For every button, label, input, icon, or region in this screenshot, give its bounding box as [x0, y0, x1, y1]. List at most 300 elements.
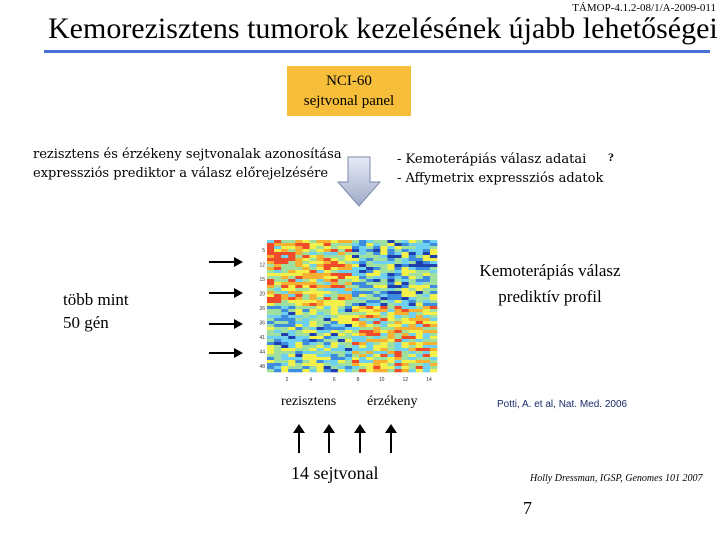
- heatmap-cell: [317, 339, 324, 342]
- heatmap-cell: [366, 243, 373, 246]
- heatmap-cell: [416, 261, 423, 264]
- heatmap-cell: [430, 324, 437, 327]
- heatmap-cell: [395, 306, 402, 309]
- heatmap-cell: [345, 279, 352, 282]
- heatmap-cell: [274, 345, 281, 348]
- heatmap-cell: [267, 336, 274, 339]
- heatmap-cell: [366, 309, 373, 312]
- heatmap-cell: [387, 354, 394, 357]
- page-number: 7: [523, 498, 532, 518]
- heatmap-cell: [416, 252, 423, 255]
- heatmap-cell: [395, 297, 402, 300]
- heatmap-cell: [331, 246, 338, 249]
- heatmap-cell: [352, 249, 359, 252]
- heatmap-cell: [295, 333, 302, 336]
- heatmap-cell: [423, 243, 430, 246]
- heatmap-cell: [267, 339, 274, 342]
- heatmap-cell: [310, 309, 317, 312]
- heatmap-cell: [317, 369, 324, 372]
- heatmap-cell: [295, 240, 302, 243]
- heatmap-cell: [409, 318, 416, 321]
- heatmap-cell: [345, 270, 352, 273]
- heatmap-cell: [430, 255, 437, 258]
- heatmap-cell: [373, 363, 380, 366]
- heatmap-cell: [352, 303, 359, 306]
- heatmap-cell: [324, 333, 331, 336]
- heatmap-cell: [352, 369, 359, 372]
- heatmap-cell: [423, 330, 430, 333]
- heatmap-cell: [387, 330, 394, 333]
- heatmap-cell: [338, 315, 345, 318]
- heatmap-cell: [359, 333, 366, 336]
- heatmap-cell: [352, 339, 359, 342]
- heatmap-cell: [295, 369, 302, 372]
- heatmap-cell: [288, 342, 295, 345]
- heatmap-cell: [409, 312, 416, 315]
- heatmap-cell: [416, 267, 423, 270]
- heatmap-cell: [395, 342, 402, 345]
- heatmap-cell: [366, 291, 373, 294]
- heatmap-cell: [352, 264, 359, 267]
- heatmap-cell: [359, 288, 366, 291]
- heatmap-cell: [409, 348, 416, 351]
- heatmap-cell: [288, 345, 295, 348]
- heatmap-cell: [359, 252, 366, 255]
- heatmap-cell: [416, 285, 423, 288]
- heatmap-cell: [423, 351, 430, 354]
- heatmap-cell: [352, 258, 359, 261]
- heatmap-cell: [373, 288, 380, 291]
- heatmap-cell: [373, 369, 380, 372]
- heatmap-cell: [281, 312, 288, 315]
- heatmap-cell: [359, 243, 366, 246]
- heatmap-cell: [288, 273, 295, 276]
- heatmap-cell: [281, 336, 288, 339]
- heatmap-cell: [267, 327, 274, 330]
- heatmap-cell: [288, 315, 295, 318]
- heatmap-cell: [310, 285, 317, 288]
- heatmap-cell: [416, 345, 423, 348]
- heatmap-cell: [295, 249, 302, 252]
- heatmap-cell: [366, 366, 373, 369]
- heatmap-cell: [366, 333, 373, 336]
- heatmap-cell: [267, 243, 274, 246]
- heatmap-cell: [310, 276, 317, 279]
- heatmap-cell: [352, 270, 359, 273]
- heatmap-cell: [359, 336, 366, 339]
- heatmap-cell: [380, 309, 387, 312]
- heatmap-cell: [302, 273, 309, 276]
- heatmap-cell: [281, 315, 288, 318]
- heatmap-cell: [373, 357, 380, 360]
- heatmap-cell: [352, 321, 359, 324]
- heatmap-cell: [345, 255, 352, 258]
- heatmap-cell: [338, 246, 345, 249]
- heatmap-cell: [302, 351, 309, 354]
- heatmap-cell: [338, 336, 345, 339]
- heatmap-cell: [295, 261, 302, 264]
- heatmap-cell: [366, 324, 373, 327]
- right-arrow-icon: [208, 318, 244, 330]
- heatmap-cell: [352, 261, 359, 264]
- heatmap-cell: [288, 360, 295, 363]
- heatmap-cell: [430, 276, 437, 279]
- heatmap-cell: [380, 336, 387, 339]
- heatmap-cell: [380, 318, 387, 321]
- heatmap-cell: [380, 360, 387, 363]
- heatmap-cell: [345, 258, 352, 261]
- heatmap-row-tick: 44: [259, 349, 265, 356]
- heatmap-cell: [423, 240, 430, 243]
- heatmap-cell: [423, 264, 430, 267]
- heatmap-cell: [359, 279, 366, 282]
- heatmap-cell: [288, 312, 295, 315]
- heatmap-cell: [295, 366, 302, 369]
- heatmap-cell: [430, 282, 437, 285]
- heatmap-cell: [295, 309, 302, 312]
- heatmap-cell: [366, 342, 373, 345]
- heatmap-cell: [373, 342, 380, 345]
- heatmap-cell: [295, 279, 302, 282]
- heatmap-cell: [281, 354, 288, 357]
- heatmap-cell: [359, 315, 366, 318]
- heatmap-cell: [338, 348, 345, 351]
- heatmap-cell: [267, 348, 274, 351]
- heatmap-cell: [281, 300, 288, 303]
- heatmap-cell: [416, 363, 423, 366]
- heatmap-cell: [366, 315, 373, 318]
- heatmap-cell: [402, 318, 409, 321]
- heatmap-cell: [409, 366, 416, 369]
- heatmap-cell: [310, 270, 317, 273]
- heatmap-cell: [366, 357, 373, 360]
- heatmap-cell: [423, 306, 430, 309]
- heatmap-cell: [423, 294, 430, 297]
- heatmap-cell: [324, 357, 331, 360]
- heatmap-cell: [430, 285, 437, 288]
- heatmap-cell: [331, 300, 338, 303]
- heatmap-cell: [373, 300, 380, 303]
- heatmap-cell: [281, 333, 288, 336]
- heatmap-cell: [366, 369, 373, 372]
- heatmap-cell: [310, 267, 317, 270]
- heatmap-cell: [430, 243, 437, 246]
- heatmap-cell: [295, 243, 302, 246]
- heatmap-cell: [281, 240, 288, 243]
- heatmap-cell: [288, 240, 295, 243]
- heatmap-cell: [338, 342, 345, 345]
- heatmap-cell: [302, 267, 309, 270]
- heatmap-cell: [288, 354, 295, 357]
- heatmap-cell: [295, 273, 302, 276]
- identification-text: [33, 145, 342, 183]
- heatmap-cell: [387, 240, 394, 243]
- heatmap-cell: [359, 291, 366, 294]
- heatmap-cell: [373, 327, 380, 330]
- heatmap-cell: [359, 261, 366, 264]
- heatmap-cell: [366, 312, 373, 315]
- heatmap-cell: [430, 306, 437, 309]
- heatmap-cell: [395, 330, 402, 333]
- heatmap-cell: [345, 318, 352, 321]
- heatmap-cell: [310, 255, 317, 258]
- heatmap-cell: [423, 267, 430, 270]
- heatmap-cell: [430, 246, 437, 249]
- heatmap-cell: [281, 291, 288, 294]
- heatmap-cell: [359, 309, 366, 312]
- heatmap-cell: [416, 273, 423, 276]
- heatmap-cell: [380, 348, 387, 351]
- heatmap-cell: [267, 297, 274, 300]
- heatmap-cell: [373, 267, 380, 270]
- heatmap-cell: [430, 348, 437, 351]
- heatmap-cell: [359, 294, 366, 297]
- heatmap-cell: [267, 240, 274, 243]
- heatmap-cell: [423, 285, 430, 288]
- heatmap-cell: [409, 336, 416, 339]
- heatmap-cell: [395, 279, 402, 282]
- heatmap-cell: [409, 303, 416, 306]
- heatmap-cell: [409, 240, 416, 243]
- heatmap-row-tick: 12: [259, 262, 265, 269]
- heatmap-cell: [430, 315, 437, 318]
- heatmap-cell: [402, 339, 409, 342]
- heatmap-cell: [338, 285, 345, 288]
- heatmap-cell: [324, 249, 331, 252]
- heatmap-cell: [317, 285, 324, 288]
- heatmap-cell: [317, 288, 324, 291]
- heatmap-cell: [373, 318, 380, 321]
- heatmap-cells: [267, 240, 437, 372]
- heatmap-cell: [380, 369, 387, 372]
- heatmap-cell: [387, 318, 394, 321]
- heatmap-cell: [274, 312, 281, 315]
- heatmap-cell: [423, 270, 430, 273]
- heatmap-cell: [281, 246, 288, 249]
- heatmap-cell: [402, 246, 409, 249]
- heatmap-cell: [395, 339, 402, 342]
- heatmap-cell: [310, 321, 317, 324]
- heatmap-cell: [366, 276, 373, 279]
- heatmap-cell: [430, 240, 437, 243]
- heatmap-cell: [331, 270, 338, 273]
- heatmap-cell: [310, 318, 317, 321]
- heatmap-cell: [345, 342, 352, 345]
- heatmap-cell: [281, 297, 288, 300]
- heatmap-cell: [288, 303, 295, 306]
- heatmap-cell: [430, 252, 437, 255]
- heatmap-cell: [373, 312, 380, 315]
- heatmap-cell: [324, 291, 331, 294]
- heatmap-cell: [281, 330, 288, 333]
- heatmap-cell: [345, 282, 352, 285]
- heatmap-cell: [338, 279, 345, 282]
- heatmap-cell: [274, 267, 281, 270]
- heatmap-cell: [416, 255, 423, 258]
- heatmap-cell: [324, 309, 331, 312]
- heatmap-cell: [331, 297, 338, 300]
- heatmap-cell: [380, 246, 387, 249]
- heatmap-cell: [331, 294, 338, 297]
- heatmap-cell: [359, 285, 366, 288]
- heatmap-cell: [345, 243, 352, 246]
- heatmap-cell: [338, 357, 345, 360]
- heatmap-cell: [423, 357, 430, 360]
- heatmap-cell: [373, 345, 380, 348]
- heatmap-cell: [310, 264, 317, 267]
- heatmap-cell: [359, 312, 366, 315]
- heatmap-cell: [302, 240, 309, 243]
- heatmap-cell: [387, 321, 394, 324]
- heatmap-cell: [274, 321, 281, 324]
- heatmap-cell: [267, 258, 274, 261]
- heatmap-cell: [288, 348, 295, 351]
- heatmap-cell: [295, 288, 302, 291]
- heatmap-cell: [302, 330, 309, 333]
- heatmap-cell: [281, 288, 288, 291]
- heatmap-cell: [395, 348, 402, 351]
- heatmap-cell: [373, 351, 380, 354]
- heatmap-col-tick: 12: [402, 377, 409, 383]
- heatmap-cell: [366, 327, 373, 330]
- heatmap-cell: [310, 366, 317, 369]
- heatmap-cell: [288, 243, 295, 246]
- heatmap-cell: [366, 270, 373, 273]
- heatmap-cell: [430, 267, 437, 270]
- heatmap-cell: [352, 342, 359, 345]
- heatmap-cell: [274, 294, 281, 297]
- heatmap-cell: [387, 261, 394, 264]
- heatmap-cell: [281, 243, 288, 246]
- heatmap-cell: [295, 327, 302, 330]
- heatmap-cell: [267, 324, 274, 327]
- heatmap-cell: [324, 285, 331, 288]
- heatmap-cell: [430, 363, 437, 366]
- heatmap-cell: [430, 288, 437, 291]
- heatmap-cell: [345, 246, 352, 249]
- heatmap-cell: [402, 333, 409, 336]
- heatmap-cell: [430, 336, 437, 339]
- heatmap-cell: [423, 315, 430, 318]
- slide-title: Kemorezisztens tumorok kezelésének újabb lehetőségei: [48, 12, 718, 45]
- heatmap-cell: [338, 264, 345, 267]
- heatmap-cell: [310, 342, 317, 345]
- heatmap-col-ticks: [286, 377, 432, 383]
- heatmap-cell: [402, 243, 409, 246]
- heatmap-cell: [317, 315, 324, 318]
- heatmap-cell: [395, 264, 402, 267]
- heatmap-cell: [338, 303, 345, 306]
- heatmap-cell: [380, 261, 387, 264]
- genes-line1: több mint: [63, 290, 129, 309]
- heatmap-cell: [295, 363, 302, 366]
- heatmap-cell: [366, 348, 373, 351]
- heatmap-cell: [274, 279, 281, 282]
- heatmap-cell: [281, 273, 288, 276]
- heatmap-cell: [387, 285, 394, 288]
- heatmap-cell: [345, 339, 352, 342]
- heatmap-cell: [345, 240, 352, 243]
- heatmap-cell: [338, 252, 345, 255]
- heatmap-cell: [317, 267, 324, 270]
- heatmap-cell: [324, 279, 331, 282]
- heatmap-cell: [281, 351, 288, 354]
- heatmap-cell: [274, 354, 281, 357]
- heatmap-cell: [352, 291, 359, 294]
- heatmap-cell: [387, 312, 394, 315]
- heatmap-cell: [380, 249, 387, 252]
- heatmap-cell: [288, 297, 295, 300]
- heatmap-cell: [288, 264, 295, 267]
- heatmap-cell: [338, 300, 345, 303]
- heatmap-cell: [359, 321, 366, 324]
- heatmap-cell: [366, 345, 373, 348]
- heatmap-cell: [317, 360, 324, 363]
- heatmap-cell: [380, 363, 387, 366]
- heatmap-cell: [409, 315, 416, 318]
- heatmap-cell: [395, 336, 402, 339]
- heatmap-cell: [317, 273, 324, 276]
- heatmap-cell: [352, 246, 359, 249]
- heatmap-cell: [352, 366, 359, 369]
- heatmap-cell: [331, 336, 338, 339]
- heatmap-cell: [416, 369, 423, 372]
- heatmap-cell: [338, 309, 345, 312]
- heatmap-cell: [395, 312, 402, 315]
- heatmap-cell: [395, 258, 402, 261]
- heatmap-cell: [345, 267, 352, 270]
- heatmap-cell: [331, 255, 338, 258]
- heatmap-cell: [324, 240, 331, 243]
- heatmap-cell: [402, 288, 409, 291]
- heatmap-cell: [352, 348, 359, 351]
- heatmap-cell: [324, 330, 331, 333]
- heatmap-cell: [409, 360, 416, 363]
- heatmap-cell: [380, 321, 387, 324]
- heatmap-cell: [430, 309, 437, 312]
- data-source-line1: - Kemoterápiás válasz adatai: [397, 152, 587, 167]
- heatmap-cell: [373, 291, 380, 294]
- heatmap-cell: [281, 252, 288, 255]
- heatmap-cell: [373, 282, 380, 285]
- heatmap-cell: [402, 306, 409, 309]
- heatmap-col-tick: 4: [309, 377, 313, 383]
- heatmap-cell: [317, 345, 324, 348]
- heatmap-cell: [395, 309, 402, 312]
- heatmap-cell: [359, 273, 366, 276]
- heatmap-cell: [359, 354, 366, 357]
- heatmap-cell: [331, 285, 338, 288]
- heatmap-cell: [380, 258, 387, 261]
- heatmap-cell: [430, 273, 437, 276]
- heatmap-cell: [310, 300, 317, 303]
- heatmap-cell: [409, 333, 416, 336]
- heatmap-cell: [267, 300, 274, 303]
- heatmap-cell: [310, 351, 317, 354]
- heatmap-cell: [310, 348, 317, 351]
- heatmap-cell: [366, 363, 373, 366]
- heatmap-cell: [317, 252, 324, 255]
- heatmap-cell: [395, 357, 402, 360]
- heatmap-cell: [338, 270, 345, 273]
- heatmap-cell: [317, 261, 324, 264]
- potti-citation: Potti, A. et al, Nat. Med. 2006: [497, 399, 628, 410]
- heatmap-cell: [338, 249, 345, 252]
- heatmap-cell: [409, 345, 416, 348]
- heatmap-cell: [281, 306, 288, 309]
- heatmap-cell: [366, 297, 373, 300]
- heatmap-cell: [345, 273, 352, 276]
